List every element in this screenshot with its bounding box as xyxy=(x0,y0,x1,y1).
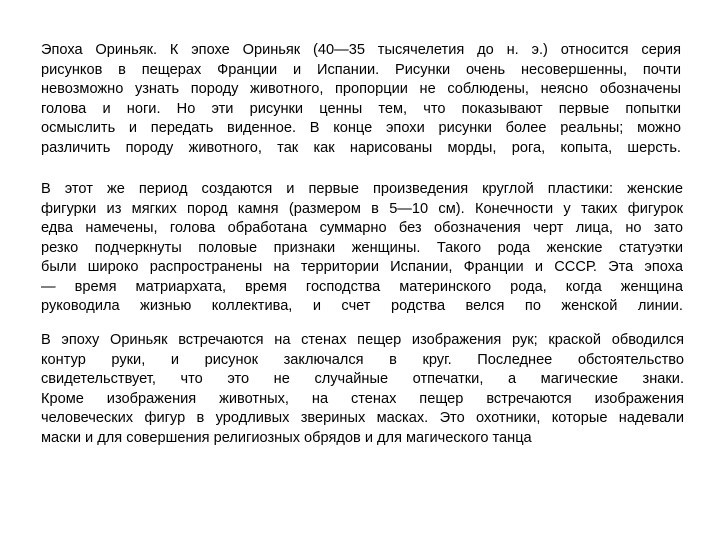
text-line: Эпоха Ориньяк. К эпохе Ориньяк (40—35 тысячелетия до н. э.) относится серия xyxy=(41,42,681,58)
text-line: В эпоху Ориньяк встречаются на стенах пещер изображения рук; краской обводился xyxy=(41,332,684,348)
text-line: Кроме изображения животных, на стенах пещер встречаются изображения xyxy=(41,390,684,407)
text-line: фигурки из мягких пород камня (размером в 5—10 см). Конечности у таких фигурок xyxy=(41,200,683,217)
text-line: человеческих фигур в уродливых звериных масках. Это охотники, которые надевали xyxy=(41,410,684,426)
text-line: осмыслить и передать виденное. В конце эпохи рисунки более реальны; можно xyxy=(41,120,681,136)
paragraph-hand-images xyxy=(41,331,684,448)
text-line: — время матриархата, время господства материнского рода, когда женщина xyxy=(41,278,683,295)
text-line: резко подчеркнуты половые признаки женщины. Такого рода женские статуэтки xyxy=(41,239,683,256)
text-line: В этот же период создаются и первые произведения круглой пластики: женские xyxy=(41,181,683,197)
text-line: голова и ноги. Но эти рисунки ценны тем, что показывают первые попытки xyxy=(41,100,681,117)
text-line: руководила жизнью коллектива, и счет родства велся по женской линии. xyxy=(41,298,683,314)
text-line: различить породу животного, так как нарисованы морды, рога, копыта, шерсть. xyxy=(41,139,681,156)
paragraph-round-sculpture xyxy=(41,180,683,317)
text-line: маски и для совершения религиозных обрядов и для магического танца xyxy=(41,429,532,446)
text-line: едва намечены, голова обработана суммарно без обозначения черт лица, но зато xyxy=(41,220,683,236)
text-line: были широко распространены на территории Испании, Франции и СССР. Эта эпоха xyxy=(41,259,683,275)
text-line: рисунков в пещерах Франции и Испании. Рисунки очень несовершенны, почти xyxy=(41,61,681,78)
text-line: свидетельствует, что это не случайные отпечатки, а магические знаки. xyxy=(41,371,684,387)
paragraph-aurignacian-drawings xyxy=(41,41,681,158)
text-line: контур руки, и рисунок заключался в круг. Последнее обстоятельство xyxy=(41,351,684,368)
text-line: невозможно узнать породу животного, пропорции не соблюдены, неясно обозначены xyxy=(41,81,681,97)
